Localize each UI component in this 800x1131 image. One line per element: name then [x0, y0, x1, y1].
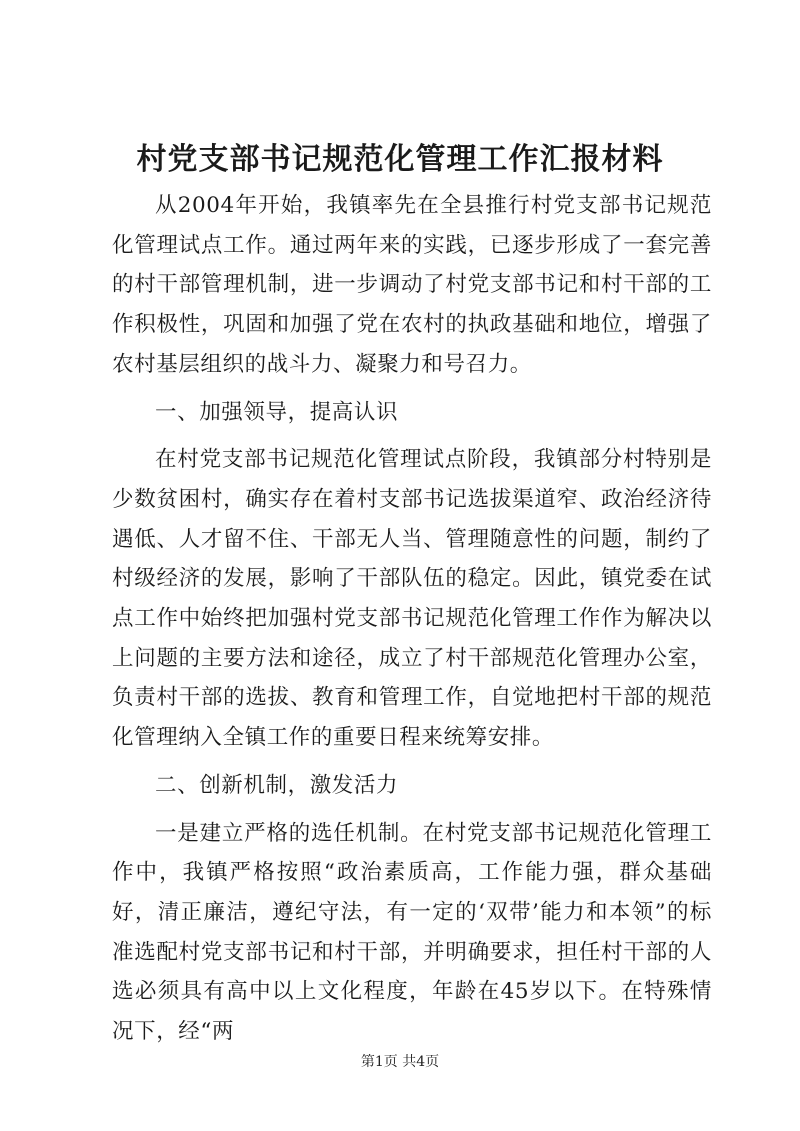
section-2-paragraph: 一是建立严格的选任机制。在村党支部书记规范化管理工作中，我镇严格按照“政治素质高，工作能力强，群众基础好，清正廉洁，遵纪守法，有一定的‘双带’能力和本领”的标准选配村党支部书记和村干部，并明确要求，担任村干部的人选必须具有高中以上文化程度，年龄在45岁以下。在特殊情况下，经“两 [112, 820, 712, 1045]
page-number-footer: 第1页 共4页 [360, 1054, 440, 1070]
section-1-paragraph: 在村党支部书记规范化管理试点阶段，我镇部分村特别是少数贫困村，确实存在着村支部书记选拔渠道窄、政治经济待遇低、人才留不住、干部无人当、管理随意性的问题，制约了村级经济的发展，影响了干部队伍的稳定。因此，镇党委在试点工作中始终把加强村党支部书记规范化管理工作作为解决以上问题的主要方法和途径，成立了村干部规范化管理办公室，负责村干部的选拔、教育和管理工作，自觉地把村干部的规范化管理纳入全镇工作的重要日程来统筹安排。 [112, 447, 712, 751]
intro-paragraph: 从2004年开始，我镇率先在全县推行村党支部书记规范化管理试点工作。通过两年来的实践，已逐步形成了一套完善的村干部管理机制，进一步调动了村党支部书记和村干部的工作积极性，巩固和加强了党在农村的执政基础和地位，增强了农村基层组织的战斗力、凝聚力和号召力。 [112, 193, 712, 377]
section-heading-2: 二、创新机制，激发活力 [155, 772, 399, 798]
document-body [112, 186, 712, 1052]
document-title: 村党支部书记规范化管理工作汇报材料 [136, 142, 664, 177]
section-heading-1: 一、加强领导，提高认识 [155, 399, 399, 425]
